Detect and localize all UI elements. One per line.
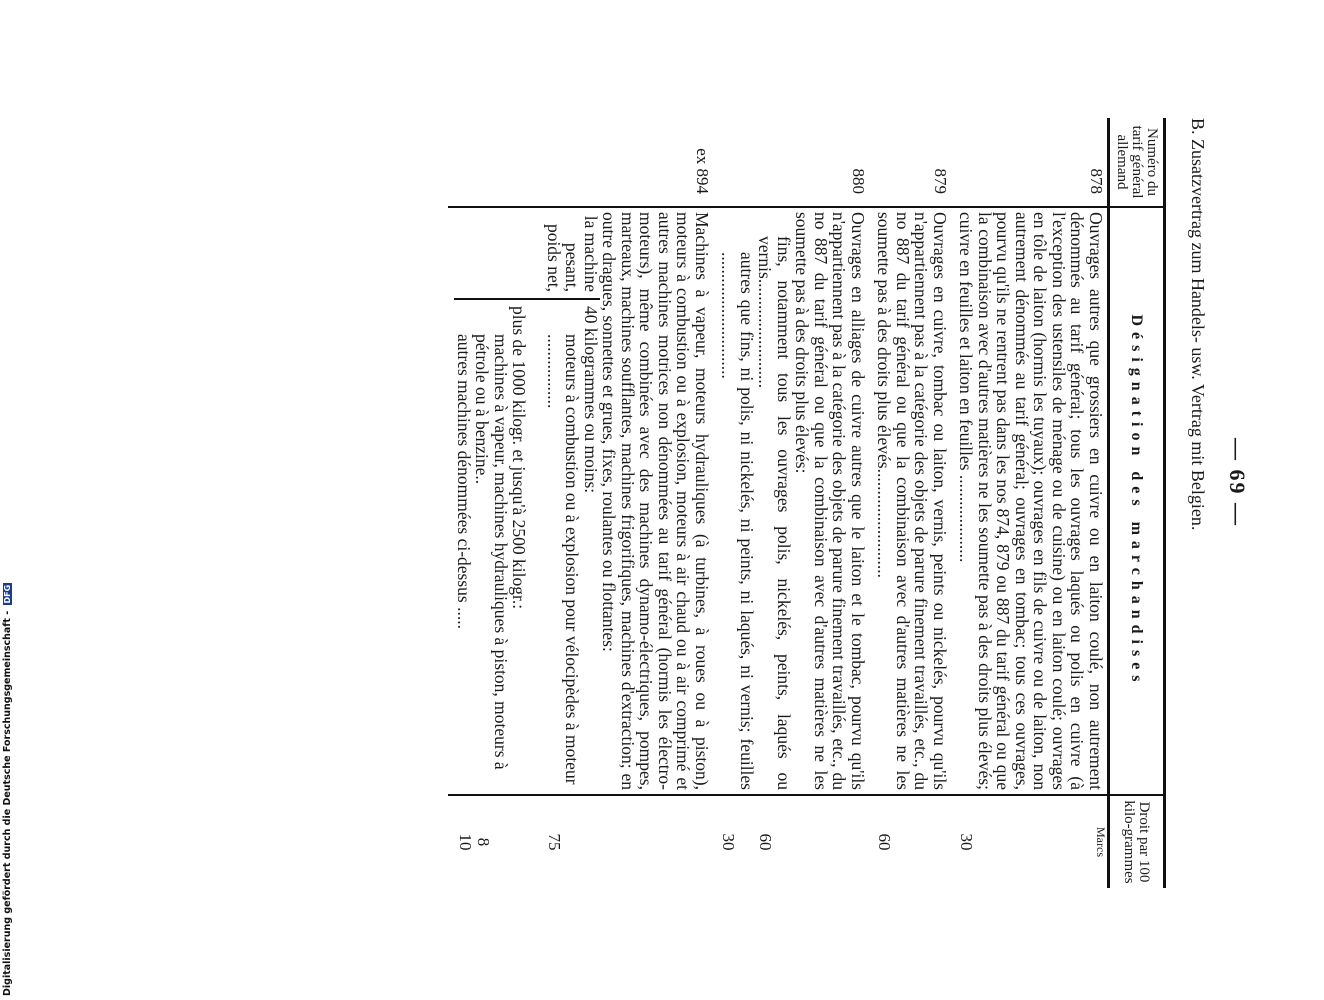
row-duty: 30 xyxy=(719,795,756,888)
header-duty-unit: Marcs xyxy=(1094,827,1108,857)
weight-range-2-item: autres machines dénommées ci-dessus ..... xyxy=(454,334,474,629)
row-duty: 60 xyxy=(875,795,949,888)
row-duty: 30 xyxy=(957,795,1105,888)
table-row xyxy=(600,118,711,888)
tariff-table xyxy=(449,118,1167,888)
row-duty: 75 xyxy=(545,833,564,851)
header-duty-label: Droit par 100 kilo-grammes xyxy=(1121,800,1153,884)
rotated-page xyxy=(132,118,1252,888)
row-duty: 8 xyxy=(474,837,494,847)
row-duty: 10 xyxy=(456,833,475,851)
row-number: 879 xyxy=(931,168,950,194)
weight-range-1-item: moteurs à combustion ou à explosion pour vélocipèdes à moteur ................. xyxy=(544,334,583,785)
header-duty xyxy=(1094,795,1165,888)
table-row xyxy=(455,118,601,888)
row-number: 878 xyxy=(1087,168,1106,194)
row-text: Machines à vapeur, moteurs hydrauliques (à turbines, à roues ou à piston), moteurs à combustion ou à explosion, moteurs à air chaud ou à air comprimé et autres machines motrices non dénommées au tarif général (hormis les électro-moteurs), même combinées avec des machines dynamo-électriques, pompes, marteaux, machines soufflantes, machines frigorifiques, machines d'extraction; en outre dragues, sonnettes et grues, fixes, roulantes ou flottantes: xyxy=(600,207,711,795)
row-text: Ouvrages en alliages de cuivre autres que le laiton et le tombac, pourvu qu'ils n'appartiennent pas à la catégorie des objets de parure finement travaillés, etc., du no 887 du tarif général ou que la combinaison avec d'autres matières ne les soumette pas à des droits plus élevés: xyxy=(793,207,867,795)
digitization-note xyxy=(2,583,13,996)
machine-duties xyxy=(455,795,601,888)
header-designation: Désignation des marchandises xyxy=(1109,207,1165,795)
row-number: 880 xyxy=(849,168,868,194)
row-text: Ouvrages autres que grossiers en cuivre ou en laiton coulé, non autrement dénommés au tarif général; tous les ouvrages laqués ou polis en cuivre (à l'exception des ustensiles de ménage ou de cuisine) ou en laiton coulé; ouvrages en tôle de laiton (hormis les tuyaux); ouvrages en fils de cuivre ou de laiton, non autrement dénommés au tarif général; ouvrages en tombac; tous ces ouvrages, pourvu qu'ils ne rentrent pas dans les nos 874, 879 ou 887 du tarif général ou que la combinaison avec d'autres matières ne les soumette pas à des droits plus élevés; cuivre en feuilles et laiton en feuilles .................... xyxy=(957,207,1105,795)
weight-range-2-item: machines à vapeur, machines hydrauliques à piston, moteurs à pétrole ou à benzine.. xyxy=(472,334,511,770)
machine-weight-block xyxy=(455,207,601,795)
weight-label: la machine pesant, poids net, xyxy=(544,215,601,292)
digitization-text: Digitalisierung gefördert durch die Deutsche Forschungsgemeinschaft - xyxy=(2,610,13,996)
page-header xyxy=(1212,118,1252,888)
table-row xyxy=(957,118,1105,888)
dfg-logo: DFG xyxy=(3,584,12,604)
row-subitem: fins, notamment tous les ouvrages polis, nickelés, peints, laqués ou vernis......................... xyxy=(756,207,793,795)
weight-range-1: 40 kilogrammes ou moins: xyxy=(581,306,601,494)
row-number: ex 894 xyxy=(693,148,712,194)
header-number: Numéro du tarif général allemand xyxy=(1109,118,1165,207)
table-row xyxy=(793,118,867,888)
table-row xyxy=(875,118,949,888)
row-duty: 60 xyxy=(756,795,793,888)
table-row xyxy=(756,118,793,888)
row-text: Ouvrages en cuivre, tombac ou laiton, vernis, peints ou nickelés, pourvu qu'ils n'appartiennent pas à la catégorie des objets de parure finement travaillés, etc., du no 887 du tarif général ou que la combinaison avec d'autres matières ne les soumette pas à des droits plus élevés......................... xyxy=(875,207,949,795)
weight-range-2: plus de 1000 kilogr. et jusqu'à 2500 kilogr.: xyxy=(509,306,530,610)
running-title: B. Zusatzvertrag zum Handels- usw. Vertrag mit Belgien. xyxy=(1188,118,1208,531)
page-number: — 69 — xyxy=(1225,438,1250,527)
row-subitem: autres que fins, ni polis, ni nickelés, ni peints, ni laqués, ni vernis; feuilles ............................. xyxy=(719,207,756,795)
table-row xyxy=(719,118,756,888)
